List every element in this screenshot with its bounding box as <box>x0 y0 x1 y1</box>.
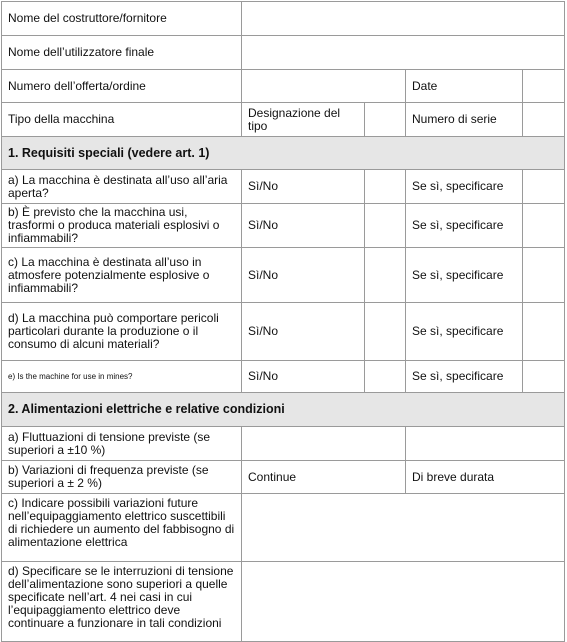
specify-d-field[interactable] <box>523 303 565 361</box>
specify-c-field[interactable] <box>523 248 565 303</box>
section-2-header <box>2 393 565 427</box>
interruptions-row <box>2 562 565 642</box>
question-b: b) È previsto che la macchina usi, trasformi o produca materiali esplosivi o infiammabili? <box>2 204 242 248</box>
machine-type-row <box>2 103 565 137</box>
future-changes-label: c) Indicare possibili variazioni future nell’equipaggiamento elettrico suscettibili di richiedere un aumento del fabbisogno di alimentazione elettrica <box>2 494 242 562</box>
builder-field[interactable] <box>242 2 565 36</box>
voltage-fluctuation-row <box>2 427 565 461</box>
specify-d-label: Se sì, specificare <box>406 303 523 361</box>
future-changes-row <box>2 494 565 562</box>
specify-c-label: Se sì, specificare <box>406 248 523 303</box>
section-2-title: 2. Alimentazioni elettriche e relative condizioni <box>2 393 565 427</box>
voltage-continuous-field[interactable] <box>242 427 406 461</box>
answer-e-field[interactable] <box>365 361 406 393</box>
answer-b-label: Sì/No <box>242 204 365 248</box>
short-duration-label: Di breve durata <box>406 461 565 494</box>
voltage-fluctuation-label: a) Fluttuazioni di tensione previste (se superiori a ±10 %) <box>2 427 242 461</box>
specify-b-field[interactable] <box>523 204 565 248</box>
interruptions-label: d) Specificare se le interruzioni di tensione dell’alimentazione sono superiori a quelle specificate nell’art. 4 nei casi in cui l’equipaggiamento elettrico deve continuare a funzionare in tali condizioni <box>2 562 242 642</box>
section-1-title: 1. Requisiti speciali (vedere art. 1) <box>2 137 565 170</box>
frequency-variation-row <box>2 461 565 494</box>
question-row <box>2 248 565 303</box>
frequency-variation-label: b) Variazioni di frequenza previste (se superiori a ± 2 %) <box>2 461 242 494</box>
answer-d-label: Sì/No <box>242 303 365 361</box>
machine-questionnaire-table <box>1 1 565 642</box>
question-row <box>2 204 565 248</box>
question-d: d) La macchina può comportare pericoli particolari durante la produzione o il consumo di alcuni materiali? <box>2 303 242 361</box>
interruptions-field[interactable] <box>242 562 565 642</box>
end-user-row <box>2 36 565 70</box>
continuous-label: Continue <box>242 461 406 494</box>
end-user-field[interactable] <box>242 36 565 70</box>
question-row <box>2 303 565 361</box>
specify-e-label: Se sì, specificare <box>406 361 523 393</box>
question-row <box>2 361 565 393</box>
specify-a-label: Se sì, specificare <box>406 170 523 204</box>
end-user-label: Nome dell’utilizzatore finale <box>2 36 242 70</box>
answer-d-field[interactable] <box>365 303 406 361</box>
section-1-header <box>2 137 565 170</box>
answer-a-field[interactable] <box>365 170 406 204</box>
answer-a-label: Sì/No <box>242 170 365 204</box>
serial-field[interactable] <box>523 103 565 137</box>
question-c: c) La macchina è destinata all’uso in atmosfere potenzialmente esplosive o infiammabili? <box>2 248 242 303</box>
answer-c-field[interactable] <box>365 248 406 303</box>
specify-a-field[interactable] <box>523 170 565 204</box>
answer-b-field[interactable] <box>365 204 406 248</box>
offer-row <box>2 70 565 103</box>
voltage-short-field[interactable] <box>406 427 565 461</box>
answer-c-label: Sì/No <box>242 248 365 303</box>
answer-e-label: Sì/No <box>242 361 365 393</box>
type-designation-label: Designazione del tipo <box>242 103 365 137</box>
specify-e-field[interactable] <box>523 361 565 393</box>
builder-row <box>2 2 565 36</box>
question-e: e) Is the machine for use in mines? <box>2 361 242 393</box>
date-field[interactable] <box>523 70 565 103</box>
machine-type-label: Tipo della macchina <box>2 103 242 137</box>
specify-b-label: Se sì, specificare <box>406 204 523 248</box>
offer-field[interactable] <box>242 70 406 103</box>
future-changes-field[interactable] <box>242 494 565 562</box>
builder-label: Nome del costruttore/fornitore <box>2 2 242 36</box>
offer-label: Numero dell’offerta/ordine <box>2 70 242 103</box>
question-a: a) La macchina è destinata all’uso all’aria aperta? <box>2 170 242 204</box>
question-row <box>2 170 565 204</box>
date-label: Date <box>406 70 523 103</box>
type-designation-field[interactable] <box>365 103 406 137</box>
serial-label: Numero di serie <box>406 103 523 137</box>
